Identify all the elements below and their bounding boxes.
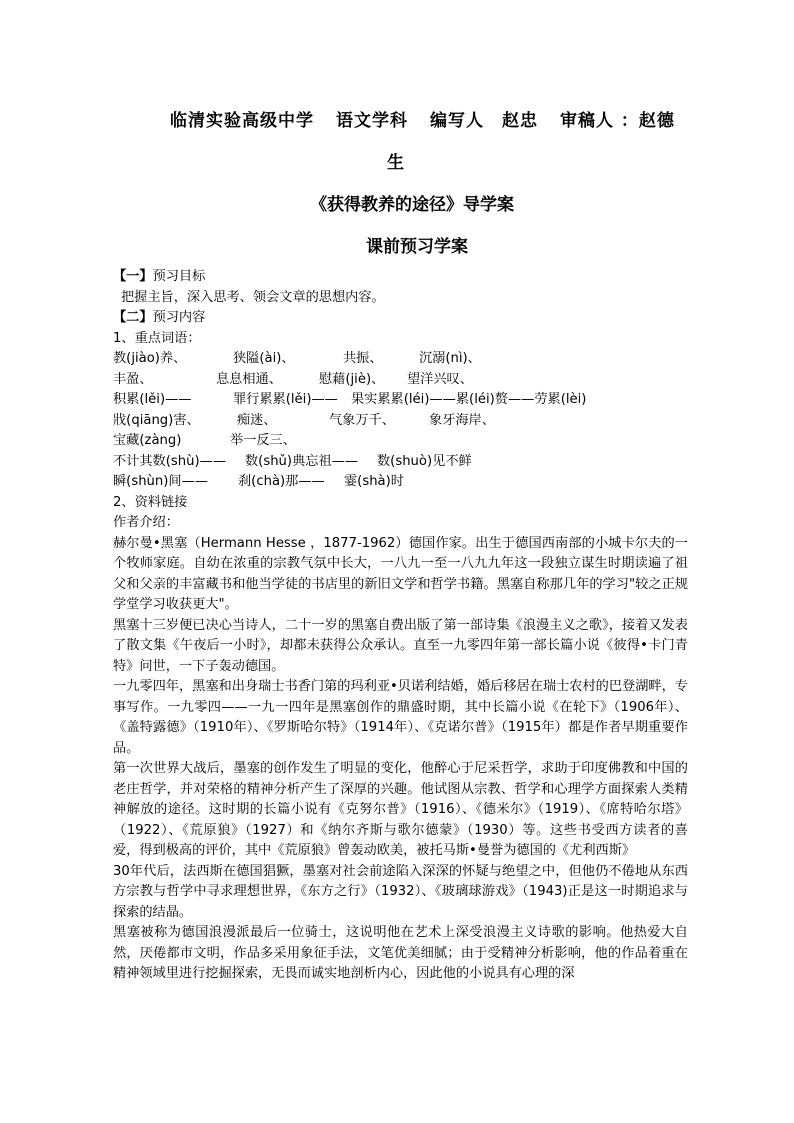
document-subtitle: 课前预习学案 [366,237,468,257]
section-1-tag: 【一】 [113,269,153,284]
paragraph: 赫尔曼•黑塞（Hermann Hesse ，1877-1962）德国作家。出生于德国西南部的小城卡尔夫的一个牧师家庭。自幼在浓重的宗教气氛中长大，一八九一至一八九九年这一段独立谋生时期读遍了祖父和父亲的丰富藏书和他当学徒的书店里的新旧文学和哲学书籍。黑塞自称那几年的学习"较之正规学堂学习收获更大"。 [113,535,688,612]
vocab-word: 数(shuò)见不鲜 [377,453,472,469]
vocab-word: 象牙海岸、 [429,412,495,428]
paragraph: 第一次世界大战后，墨塞的创作发生了明显的变化，他醉心于尼采哲学，求助于印度佛教和中国的老庄哲学，并对荣格的精神分析产生了深厚的兴趣。他试图从宗教、哲学和心理学方面探索人类精神解放的途径。这时期的长篇小说有《克努尔普》（1916）、《德米尔》（1919）、《席特哈尔塔》（1922）、《荒原狼》（1927）和《纳尔齐斯与歌尔德蒙》（1930）等。这些书受西方读者的喜爱，得到极高的评价，其中《荒原狼》曾轰动欧美，被托马斯•曼誉为德国的《尤利西斯》 [113,761,688,858]
subject-name: 语文学科 [336,111,408,131]
vocab-word: 数(shǔ)典忘祖—— [245,453,359,469]
vocab-row [113,370,688,391]
vocab-word: 举一反三、 [230,433,296,448]
vocab-row [113,431,688,452]
vocab-word: 痴迷、 [237,412,277,428]
vocab-row [113,390,688,411]
vocab-row [113,411,688,432]
vocab-word: 息息相通、 [216,371,282,387]
vocab-word: 气象万千、 [329,412,395,428]
vocab-word: 戕(qiāng)害、 [113,412,200,428]
vocab-word: 宝藏(zàng) [113,433,182,448]
document-title: 《获得教养的途径》导学案 [310,195,514,215]
vocab-word: 霎(shà)时 [344,474,404,489]
header-info [170,106,675,131]
document-body [113,267,688,985]
vocab-row [113,452,688,473]
item-2-heading: 2、资料链接 [113,494,188,510]
vocab-word: 沉溺(nì)、 [419,351,481,366]
school-name: 临清实验高级中学 [170,111,314,131]
vocab-word: 丰盈、 [113,371,153,387]
vocab-row [113,349,688,370]
section-2-tag: 【二】 [113,310,153,325]
section-1-heading [113,267,688,288]
paragraph: 黑塞十三岁便已决心当诗人，二十一岁的黑塞自费出版了第一部诗集《浪漫主义之歌》，接着又发表了散文集《午夜后一小时》，却都未获得公众承认。直至一九零四年第一部长篇小说《彼得•卡门青特》问世，一下子轰动德国。 [113,617,688,674]
reviewer-name: 审稿人 ：赵德 [560,111,675,131]
paragraph: 一九零四年，黑塞和出身瑞士书香门第的玛利亚•贝诺利结婚，婚后移居在瑞士农村的巴登湖畔，专事写作。一九零四——一九一四年是黑塞创作的鼎盛时期，其中长篇小说《在轮下》（1906年）、《盖特露德》（1910年）、《罗斯哈尔特》（1914年）、《克诺尔普》（1915年）都是作者早期重要作品。 [113,679,688,756]
vocab-word: 不计其数(shù)—— [113,453,227,469]
vocab-word: 瞬(shùn)间—— [113,474,208,489]
vocab-word: 共振、 [343,351,383,366]
section-1-label: 预习目标 [152,269,206,284]
vocab-word: 教(jiào)养、 [113,351,187,366]
vocab-word: 罪行累累(lěi)—— [233,392,338,407]
vocab-word: 果实累累(léi)——累(léi)赘——劳累(lèi) [351,392,587,407]
paragraph: 黑塞被称为德国浪漫派最后一位骑士，这说明他在艺术上深受浪漫主义诗歌的影响。他热爱大自然，厌倦都市文明，作品多采用象征手法，文笔优美细腻；由于受精神分析影响，他的作品着重在精神领域里进行挖掘探索，无畏而诚实地剖析内心，因此他的小说具有心理的深 [113,925,688,981]
vocab-row [113,472,688,493]
section-2-label: 预习内容 [152,310,206,325]
header-reviewer-continuation: 生 [387,153,404,173]
author-intro-heading: 作者介绍： [113,515,179,530]
vocab-word: 狭隘(ài)、 [233,351,295,366]
vocab-word: 刹(chà)那—— [238,474,325,489]
vocab-word: 慰藉(jiè)、 [319,371,385,387]
vocab-word: 望洋兴叹、 [407,371,473,387]
paragraph: 30年代后，法西斯在德国猖獗，墨塞对社会前途陷入深深的怀疑与绝望之中，但他仍不倦地从东西方宗教与哲学中寻求理想世界，《东方之行》（1932）、《玻璃球游戏》（1943)正是这一时期追求与探索的结晶。 [113,863,688,920]
item-1-heading: 1、重点词语： [113,330,201,346]
section-2-heading [113,308,688,329]
vocab-word: 积累(lěi)—— [113,392,192,407]
section-1-text: 把握主旨，深入思考、领会文章的思想内容。 [121,289,385,305]
author-name: 编写人 赵忠 [430,111,538,131]
